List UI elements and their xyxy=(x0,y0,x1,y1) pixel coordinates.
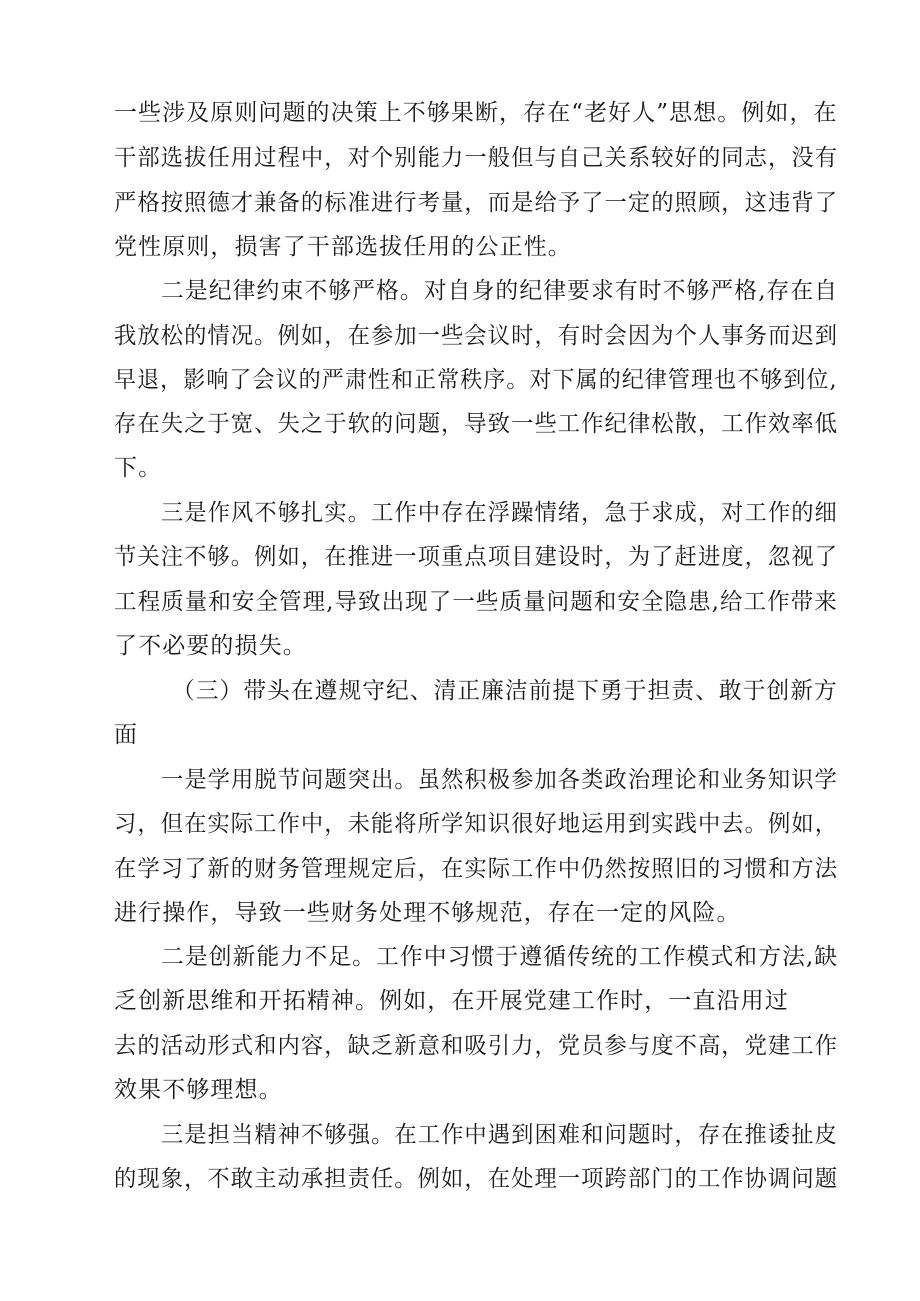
text-line: 早退，影响了会议的严肃性和正常秩序。对下属的纪律管理也不够到位, xyxy=(114,367,838,393)
text-line: 效果不够理想。 xyxy=(114,1077,283,1103)
text-line: 节关注不够。例如，在推进一项重点项目建设时，为了赶进度，忽视了 xyxy=(114,544,839,570)
text-line: 下。 xyxy=(114,455,163,481)
text-line: 严格按照德才兼备的标准进行考量，而是给予了一定的照顾，这违背了 xyxy=(114,190,839,216)
text-line: 的现象，不敢主动承担责任。例如，在处理一项跨部门的工作协调问题 xyxy=(114,1166,839,1192)
text-line: 去的活动形式和内容，缺乏新意和吸引力，党员参与度不高，党建工作 xyxy=(114,1033,839,1059)
text-line: 工程质量和安全管理,导致出现了一些质量问题和安全隐患,给工作带来 xyxy=(114,589,838,615)
paragraph-first-line: 二是创新能力不足。工作中习惯于遵循传统的工作模式和方法,缺 xyxy=(161,944,839,970)
text-line: 在学习了新的财务管理规定后，在实际工作中仍然按照旧的习惯和方法 xyxy=(114,856,839,882)
text-line: 我放松的情况。例如，在参加一些会议时，有时会因为个人事务而迟到 xyxy=(114,323,839,349)
text-line: 了不必要的损失。 xyxy=(114,633,307,659)
text-line: 党性原则，损害了干部选拔任用的公正性。 xyxy=(114,234,572,260)
text-line: 进行操作，导致一些财务处理不够规范，存在一定的风险。 xyxy=(114,900,741,926)
section-heading-continued: 面 xyxy=(114,722,139,748)
text-line: 存在失之于宽、失之于软的问题，导致一些工作纪律松散，工作效率低 xyxy=(114,411,839,437)
paragraph-first-line: 一是学用脱节问题突出。虽然积极参加各类政治理论和业务知识学 xyxy=(161,767,838,793)
paragraph-first-line: 三是作风不够扎实。工作中存在浮躁情绪，急于求成，对工作的细 xyxy=(161,500,838,526)
paragraph-first-line: 三是担当精神不够强。在工作中遇到困难和问题时，存在推诿扯皮 xyxy=(161,1122,838,1148)
section-heading: （三）带头在遵规守纪、清正廉洁前提下勇于担责、敢于创新方 xyxy=(172,678,838,704)
text-line: 乏创新思维和开拓精神。例如，在开展党建工作时，一直沿用过 xyxy=(114,988,789,1014)
text-line: 一些涉及原则问题的决策上不够果断，存在“老好人”思想。例如，在 xyxy=(114,100,838,126)
text-line: 干部选拔任用过程中，对个别能力一般但与自己关系较好的同志，没有 xyxy=(114,145,839,171)
text-line: 习，但在实际工作中，未能将所学知识很好地运用到实践中去。例如， xyxy=(114,811,839,837)
paragraph-first-line: 二是纪律约束不够严格。对自身的纪律要求有时不够严格,存在自 xyxy=(161,278,839,304)
